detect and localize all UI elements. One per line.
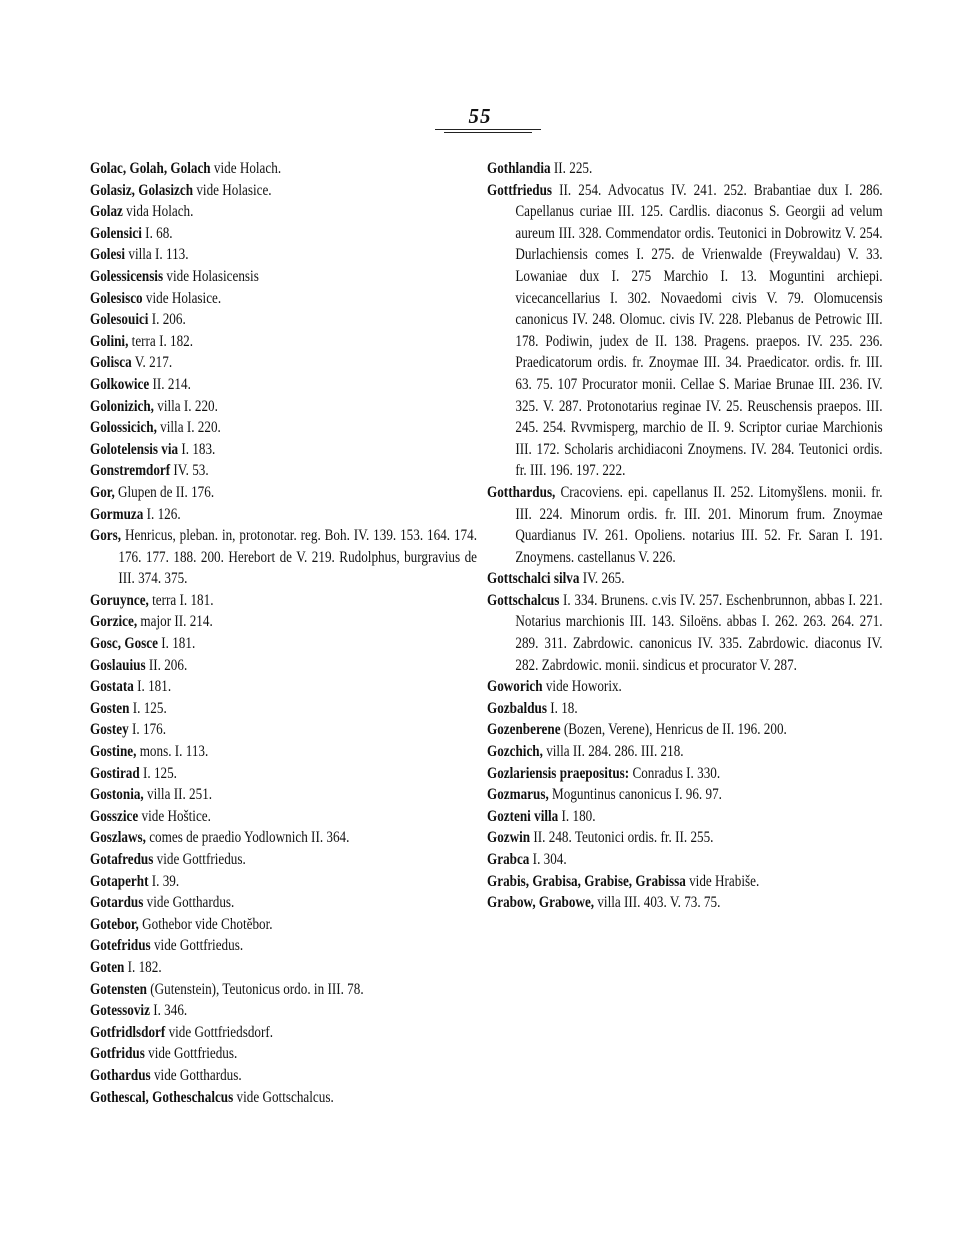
entry-headword: Goszlaws,: [90, 829, 146, 847]
index-entry: [90, 201, 477, 223]
index-entry: [90, 1022, 477, 1044]
entry-references: (Bozen, Verene), Henricus de II. 196. 200.: [560, 721, 787, 739]
entry-references: I. 126.: [143, 505, 181, 523]
index-entry: [90, 309, 477, 331]
index-entry: [487, 827, 883, 849]
page-number: 55: [468, 104, 492, 128]
index-entry: [90, 1000, 477, 1022]
entry-headword: Gormuza: [90, 505, 144, 523]
entry-references: I. 176.: [128, 721, 167, 739]
entry-headword: Golossicich,: [90, 419, 157, 437]
entry-headword: Golessicensis: [90, 267, 164, 285]
entry-references: villa II. 284. 286. III. 218.: [542, 743, 684, 761]
entry-headword: Grabis, Grabisa, Grabise, Grabissa: [487, 872, 686, 890]
entry-references: I. 18.: [546, 699, 578, 717]
index-entry: [90, 331, 477, 353]
index-entry: [487, 719, 883, 741]
entry-references: villa I. 113.: [125, 246, 189, 264]
entry-headword: Grabow, Grabowe,: [487, 894, 595, 912]
entry-references: II. 248. Teutonici ordis. fr. II. 255.: [530, 829, 714, 847]
entry-references: II. 225.: [550, 160, 593, 177]
entry-references: IV. 53.: [170, 462, 209, 480]
header-rule: [435, 129, 541, 130]
index-entry: [487, 590, 883, 676]
entry-references: Conradus I. 330.: [629, 764, 721, 782]
index-entry: [90, 180, 477, 202]
index-entry: [90, 957, 477, 979]
entry-references: Moguntinus canonicus I. 96. 97.: [548, 786, 722, 804]
entry-references: I. 346.: [149, 1002, 188, 1020]
entry-headword: Gothardus: [90, 1066, 151, 1084]
entry-headword: Gostata: [90, 678, 134, 696]
entry-headword: Goten: [90, 958, 125, 976]
index-entry: [90, 806, 477, 828]
entry-headword: Gothescal, Gotheschalcus: [90, 1088, 234, 1106]
index-entry: [90, 719, 477, 741]
entry-references: I. 180.: [558, 807, 596, 825]
index-entry: [487, 741, 883, 763]
entry-headword: Gostine,: [90, 743, 137, 761]
index-entry: [487, 871, 883, 893]
entry-references: I. 304.: [529, 851, 567, 868]
index-entry: [90, 979, 477, 1001]
entry-headword: Gozwin: [487, 829, 531, 847]
left-column: [90, 158, 477, 1108]
entry-references: terra I. 182.: [128, 332, 194, 350]
entry-headword: Gozteni villa: [487, 807, 559, 825]
entry-references: vide Gotthardus.: [150, 1066, 242, 1084]
entry-references: vide Hrabiše.: [685, 872, 760, 890]
index-entry: [90, 914, 477, 936]
entry-headword: Golkowice: [90, 375, 150, 393]
index-entry: [90, 741, 477, 763]
entry-headword: Golensici: [90, 224, 142, 242]
index-entry: [90, 655, 477, 677]
index-entry: [90, 439, 477, 461]
entry-headword: Gotefridus: [90, 937, 151, 955]
entry-headword: Gostirad: [90, 764, 140, 782]
header-rule-short: [444, 132, 532, 133]
index-entry: [90, 892, 477, 914]
entry-headword: Gotthardus,: [487, 483, 556, 501]
index-entry: [90, 935, 477, 957]
entry-references: vide Holach.: [210, 160, 282, 177]
entry-headword: Gostonia,: [90, 786, 144, 804]
entry-references: villa II. 251.: [143, 786, 213, 804]
entry-headword: Golisca: [90, 354, 132, 372]
index-entry: [487, 482, 883, 568]
entry-headword: Golotelensis via: [90, 440, 179, 458]
index-entry: [90, 590, 477, 612]
index-entry: [90, 1043, 477, 1065]
index-entry: [90, 244, 477, 266]
entry-headword: Gor,: [90, 483, 115, 501]
right-column: [487, 158, 883, 914]
index-entry: [90, 1087, 477, 1109]
entry-headword: Goworich: [487, 678, 543, 696]
index-entry: [90, 504, 477, 526]
entry-references: I. 39.: [148, 872, 180, 890]
index-entry: [90, 871, 477, 893]
entry-headword: Golesouici: [90, 311, 149, 329]
entry-headword: Gosten: [90, 699, 130, 717]
entry-headword: Gottfriedus: [487, 181, 553, 199]
entry-references: II. 206.: [145, 656, 188, 674]
entry-headword: Gottschalci silva: [487, 570, 580, 588]
entry-references: II. 254. Advocatus IV. 241. 252. Brabantiae dux I. 286. Capellanus curiae III. 125. Cardlis. diaconus S. Georgii ad velum aureum III. 328. Commendator ordis. Teutonici in Dobrowitz V. 254. Durlachiensis comes I. 275. de Vrienwalde (Freywaldau) V. 33. Lowaniae dux I. 275 Marchio I. 13. Moguntini archiepi. vicecancellarius I. 302. Novaedomi civis V. 79. Olomucensis canonicus IV. 248. Olomuc. civis IV. 228. Plebanus de Petrowic III. 178. Podiwin, judex de II. 138. Pragens. praepos. IV. 235. 236. Praedicatorum ordis. fr. Znoymae III. 34. Praedicator. ordis. fr. III. 63. 75. 107 Procurator monii. Cellae S. Mariae Brunae III. 236. IV. 325. V. 287. Protonotarius reginae IV. 25. Reuschensis praepos. III. 245. 254. Rvvmisperg, marchio de II. 9. Scriptor curiae Marchionis III. 172. Scholaris archidiaconi Znoymens. IV. 284. Teutonici ordis. fr. III. 196. 197. 222.: [515, 181, 883, 480]
entry-headword: Gostey: [90, 721, 129, 739]
entry-headword: Gotensten: [90, 980, 148, 998]
entry-headword: Gotfridus: [90, 1045, 145, 1063]
index-entry: [90, 266, 477, 288]
entry-headword: Gotessoviz: [90, 1002, 150, 1020]
index-entry: [90, 158, 477, 180]
index-entry: [90, 396, 477, 418]
entry-headword: Gosc, Gosce: [90, 635, 158, 653]
entry-references: terra I. 181.: [148, 591, 214, 609]
entry-headword: Golac, Golah, Golach: [90, 160, 211, 177]
index-entry: [90, 482, 477, 504]
entry-references: vida Holach.: [122, 203, 194, 221]
index-entry: [90, 374, 477, 396]
entry-headword: Golaz: [90, 203, 123, 221]
index-entry: [90, 525, 477, 590]
entry-references: I. 181.: [157, 635, 196, 653]
index-entry: [487, 784, 883, 806]
entry-headword: Gozchich,: [487, 743, 543, 761]
entry-references: vide Gottfriedus.: [144, 1045, 238, 1063]
index-entry: [487, 806, 883, 828]
index-entry: [487, 892, 883, 914]
index-entry: [487, 698, 883, 720]
entry-references: vide Holasicensis: [163, 267, 259, 285]
entry-headword: Gozmarus,: [487, 786, 549, 804]
entry-headword: Gotfridlsdorf: [90, 1023, 166, 1041]
entry-headword: Grabca: [487, 851, 530, 868]
index-entry: [90, 611, 477, 633]
entry-headword: Gors,: [90, 527, 122, 545]
entry-references: I. 125.: [129, 699, 167, 717]
entry-headword: Gonstremdorf: [90, 462, 171, 480]
index-entry: [487, 568, 883, 590]
entry-references: villa III. 403. V. 73. 75.: [594, 894, 721, 912]
index-entry: [90, 288, 477, 310]
entry-references: vide Howorix.: [542, 678, 622, 696]
index-entry: [90, 1065, 477, 1087]
entry-headword: Golasiz, Golasizch: [90, 181, 194, 199]
entry-headword: Gotebor,: [90, 915, 139, 933]
entry-references: I. 334. Brunens. c.vis IV. 257. Eschenbrunnon, abbas I. 221. Notarius marchionis III. 143. Siloëns. abbas I. 262. 263. 264. 271. 289. 311. Zabrdowic. canonicus IV. 335. Zabrdowic. diaconus IV. 282. Zabrdowic. monii. sindicus et procurator V. 287.: [515, 591, 883, 674]
entry-references: vide Holasice.: [193, 181, 272, 199]
entry-references: Cracoviens. epi. capellanus II. 252. Litomyšlens. monii. fr. III. 224. Minorum ordis. fr. III. 201. Minorum frum. Znoymae Quardianus IV. 261. Opoliens. notarius III. 52. Fr. Saran I. 191. Znoymens. castellanus V. 226.: [515, 483, 883, 566]
entry-references: V. 217.: [131, 354, 173, 372]
entry-references: villa I. 220.: [153, 397, 218, 415]
entry-references: I. 125.: [139, 764, 177, 782]
entry-references: vide Holasice.: [142, 289, 222, 307]
entry-headword: Gozbaldus: [487, 699, 547, 717]
entry-headword: Gozlariensis praepositus:: [487, 764, 630, 782]
entry-references: I. 183.: [178, 440, 216, 458]
entry-references: vide Gottfriedsdorf.: [165, 1023, 274, 1041]
index-entry: [487, 763, 883, 785]
entry-headword: Gothlandia: [487, 160, 551, 177]
entry-references: vide Gottfriedus.: [150, 937, 244, 955]
entry-headword: Golesi: [90, 246, 126, 264]
entry-headword: Gotaperht: [90, 872, 149, 890]
index-entry: [90, 849, 477, 871]
entry-headword: Gottschalcus: [487, 591, 560, 609]
entry-headword: Golesisco: [90, 289, 143, 307]
entry-references: II. 214.: [149, 375, 191, 393]
index-entry: [90, 460, 477, 482]
index-entry: [90, 417, 477, 439]
index-entry: [487, 849, 883, 871]
entry-references: vide Gottschalcus.: [233, 1088, 334, 1106]
entry-references: I. 182.: [124, 958, 162, 976]
entry-headword: Goruynce,: [90, 591, 149, 609]
entry-references: vide Hoštice.: [138, 807, 211, 825]
entry-references: mons. I. 113.: [136, 743, 209, 761]
entry-references: I. 68.: [141, 224, 173, 242]
entry-headword: Gotafredus: [90, 851, 154, 868]
entry-references: Gothebor vide Chotĕbor.: [138, 915, 273, 933]
index-entry: [90, 633, 477, 655]
index-entry: [90, 676, 477, 698]
index-entry: [90, 352, 477, 374]
entry-headword: Gotardus: [90, 894, 144, 912]
entry-references: Henricus, pleban. in, protonotar. reg. Boh. IV. 139. 153. 164. 174. 176. 177. 188. 200. Herebort de V. 219. Rudolphus, burgravius de III. 374. 375.: [118, 527, 477, 588]
index-entry: [90, 223, 477, 245]
entry-references: major II. 214.: [137, 613, 213, 631]
index-entry: [487, 180, 883, 482]
entry-headword: Gosszice: [90, 807, 139, 825]
entry-headword: Golonizich,: [90, 397, 154, 415]
entry-headword: Gorzice,: [90, 613, 138, 631]
entry-references: Glupen de II. 176.: [114, 483, 215, 501]
index-entry: [90, 698, 477, 720]
entry-references: villa I. 220.: [156, 419, 221, 437]
entry-references: IV. 265.: [579, 570, 625, 588]
index-entry: [90, 827, 477, 849]
entry-references: I. 181.: [133, 678, 172, 696]
entry-headword: Gozenberene: [487, 721, 561, 739]
entry-headword: Golini,: [90, 332, 129, 350]
index-entry: [90, 763, 477, 785]
entry-headword: Goslauius: [90, 656, 146, 674]
entry-references: I. 206.: [148, 311, 186, 329]
entry-references: vide Gotthardus.: [143, 894, 235, 912]
index-entry: [90, 784, 477, 806]
index-entry: [487, 676, 883, 698]
entry-references: comes de praedio Yodlownich II. 364.: [145, 829, 350, 847]
index-entry: [487, 158, 883, 180]
entry-references: vide Gottfriedus.: [153, 851, 246, 868]
entry-references: (Gutenstein), Teutonicus ordo. in III. 78.: [147, 980, 364, 998]
